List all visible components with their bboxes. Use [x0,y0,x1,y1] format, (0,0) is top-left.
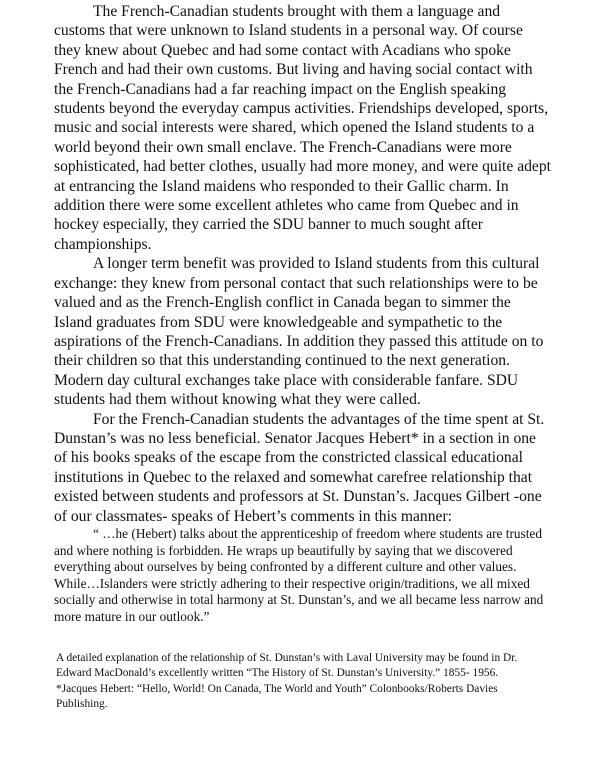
quote-block: “ …he (Hebert) talks about the apprenticeship of freedom where students are trusted and where nothing is forbidden. He wraps up beautifully by saying that we discovered everything about ourselves by being confronted by a different culture and other values. While…Islanders were strictly adhering to their respective origin/traditions, we all mixed socially and otherwise in total harmony at St. Dunstan’s, and we all became less narrow and more mature in our outlook.” [54,525,544,624]
footnote-laval-relationship: A detailed explanation of the relationship of St. Dunstan’s with Laval University may be found in Dr. Edward MacDonald’s excellently written “The History of St. Dunstan’s University.” 1855- 1956. [56,652,518,680]
body-text [54,2,552,626]
footnote-hebert-citation: *Jacques Hebert: “Hello, World! On Canada, The World and Youth” Colonbooks/Roberts Davies Publishing. [56,682,498,711]
paragraph-french-canadian-students: The French-Canadian students brought with them a language and customs that were unknown to Island students in a personal way. Of course they knew about Quebec and had some contact with Acadians who spoke French and had their own customs. But living and having social contact with the French-Canadians had a far reaching impact on the English speaking students beyond the everyday campus activities. Friendships developed, sports, music and social interests were shared, which opened the Island students to a world beyond their own small enclave. The French-Canadians were more sophisticated, had better clothes, usually had more money, and were quite adept at entrancing the Island maidens who responded to their Gallic charm. In addition there were some excellent athletes who came from Quebec and in hockey especially, they carried the SDU banner to much sought after championships. [54,3,551,253]
paragraph-longer-term-benefit: A longer term benefit was provided to Island students from this cultural exchange: they knew from personal contact that such relationships were to be valued and as the French-English conflict in Canada began to simmer the Island graduates from SDU were knowledgeable and sympathetic to the aspirations of the French-Canadians. In addition they passed this attitude on to their children so that this understanding continued to the next generation. Modern day cultural exchanges take place with considerable fanfare. SDU students had them without knowing what they were called. [54,255,544,409]
paragraph-advantages: For the French-Canadian students the advantages of the time spent at St. Dunstan’s was no less beneficial. Senator Jacques Hebert* in a section in one of his books speaks of the escape from the constricted classical educational institutions in Quebec to the relaxed and somewhat carefree relationship that existed between students and professors at St. Dunstan’s. Jacques Gilbert -one of our classmates- speaks of Hebert’s comments in this manner: [54,410,545,525]
footnotes [56,651,526,713]
